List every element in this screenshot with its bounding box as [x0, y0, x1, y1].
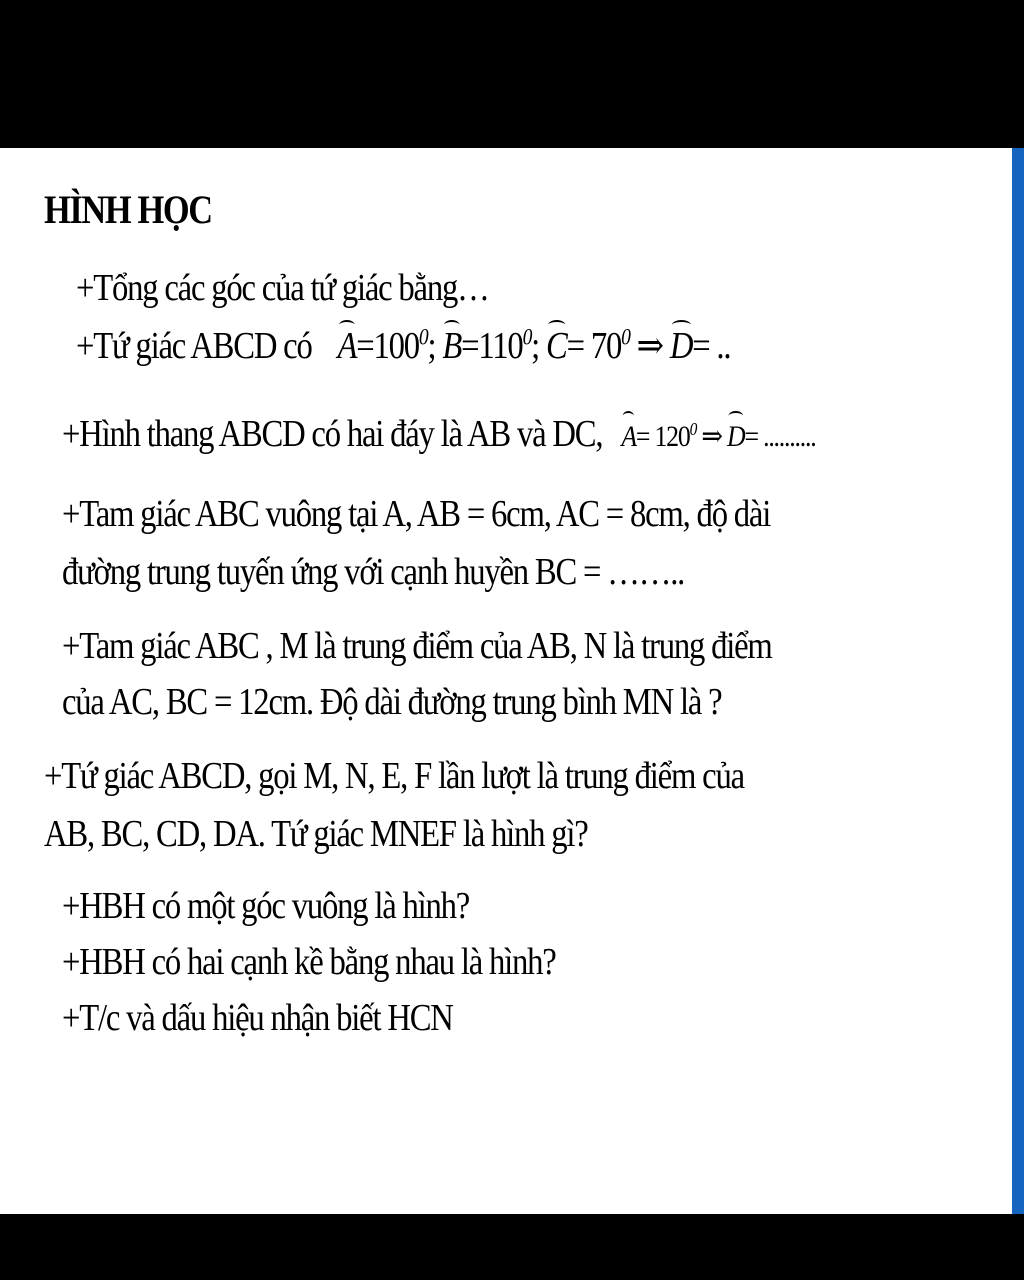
question-parallelogram-equal-sides: +HBH có hai cạnh kề bằng nhau là hình? [62, 941, 556, 983]
angle-equation: $A=100^0$; $B=110^0$; $C= 70^0$ ⇒ D= .. [337, 324, 731, 367]
question-midpoints-line1: +Tứ giác ABCD, gọi M, N, E, F lần lượt là trung điểm của [44, 755, 744, 797]
angle-a: A [621, 415, 636, 459]
slide-page [0, 148, 1012, 1214]
question-midline-line1: +Tam giác ABC , M là trung điểm của AB, N là trung điểm [62, 625, 772, 667]
bottom-black-bar [0, 1214, 1024, 1280]
question-right-triangle-line1: +Tam giác ABC vuông tại A, AB = 6cm, AC = 8cm, độ dài [62, 493, 771, 535]
angle-a: A [337, 325, 357, 367]
question-text: +Tứ giác ABCD có [76, 325, 312, 367]
question-text: +Hình thang ABCD có hai đáy là AB và DC, [62, 413, 603, 455]
implies-arrow: ⇒ [636, 325, 663, 367]
question-midpoints-line2: AB, BC, CD, DA. Tứ giác MNEF là hình gì? [44, 813, 588, 855]
page-title: HÌNH HỌC [44, 187, 212, 232]
angle-d: D [669, 325, 693, 367]
question-angle-sum: +Tổng các góc của tứ giác bằng… [76, 267, 489, 309]
question-quadrilateral-angles [76, 324, 730, 368]
question-trapezoid [62, 412, 816, 459]
angle-equation: $A= 120^0$ ⇒ D= .......... [621, 420, 815, 453]
question-rectangle-properties: +T/c và dấu hiệu nhận biết HCN [62, 997, 453, 1039]
question-right-triangle-line2: đường trung tuyến ứng với cạnh huyền BC = …….. [62, 551, 685, 593]
top-black-bar [0, 0, 1024, 148]
angle-d: D [727, 415, 744, 459]
right-edge-strip [1012, 148, 1024, 1214]
implies-arrow: ⇒ [701, 420, 722, 453]
question-midline-line2: của AC, BC = 12cm. Độ dài đường trung bình MN là ? [62, 681, 722, 723]
question-parallelogram-right-angle: +HBH có một góc vuông là hình? [62, 885, 470, 927]
angle-b: B [442, 325, 462, 367]
angle-c: C [546, 325, 567, 367]
